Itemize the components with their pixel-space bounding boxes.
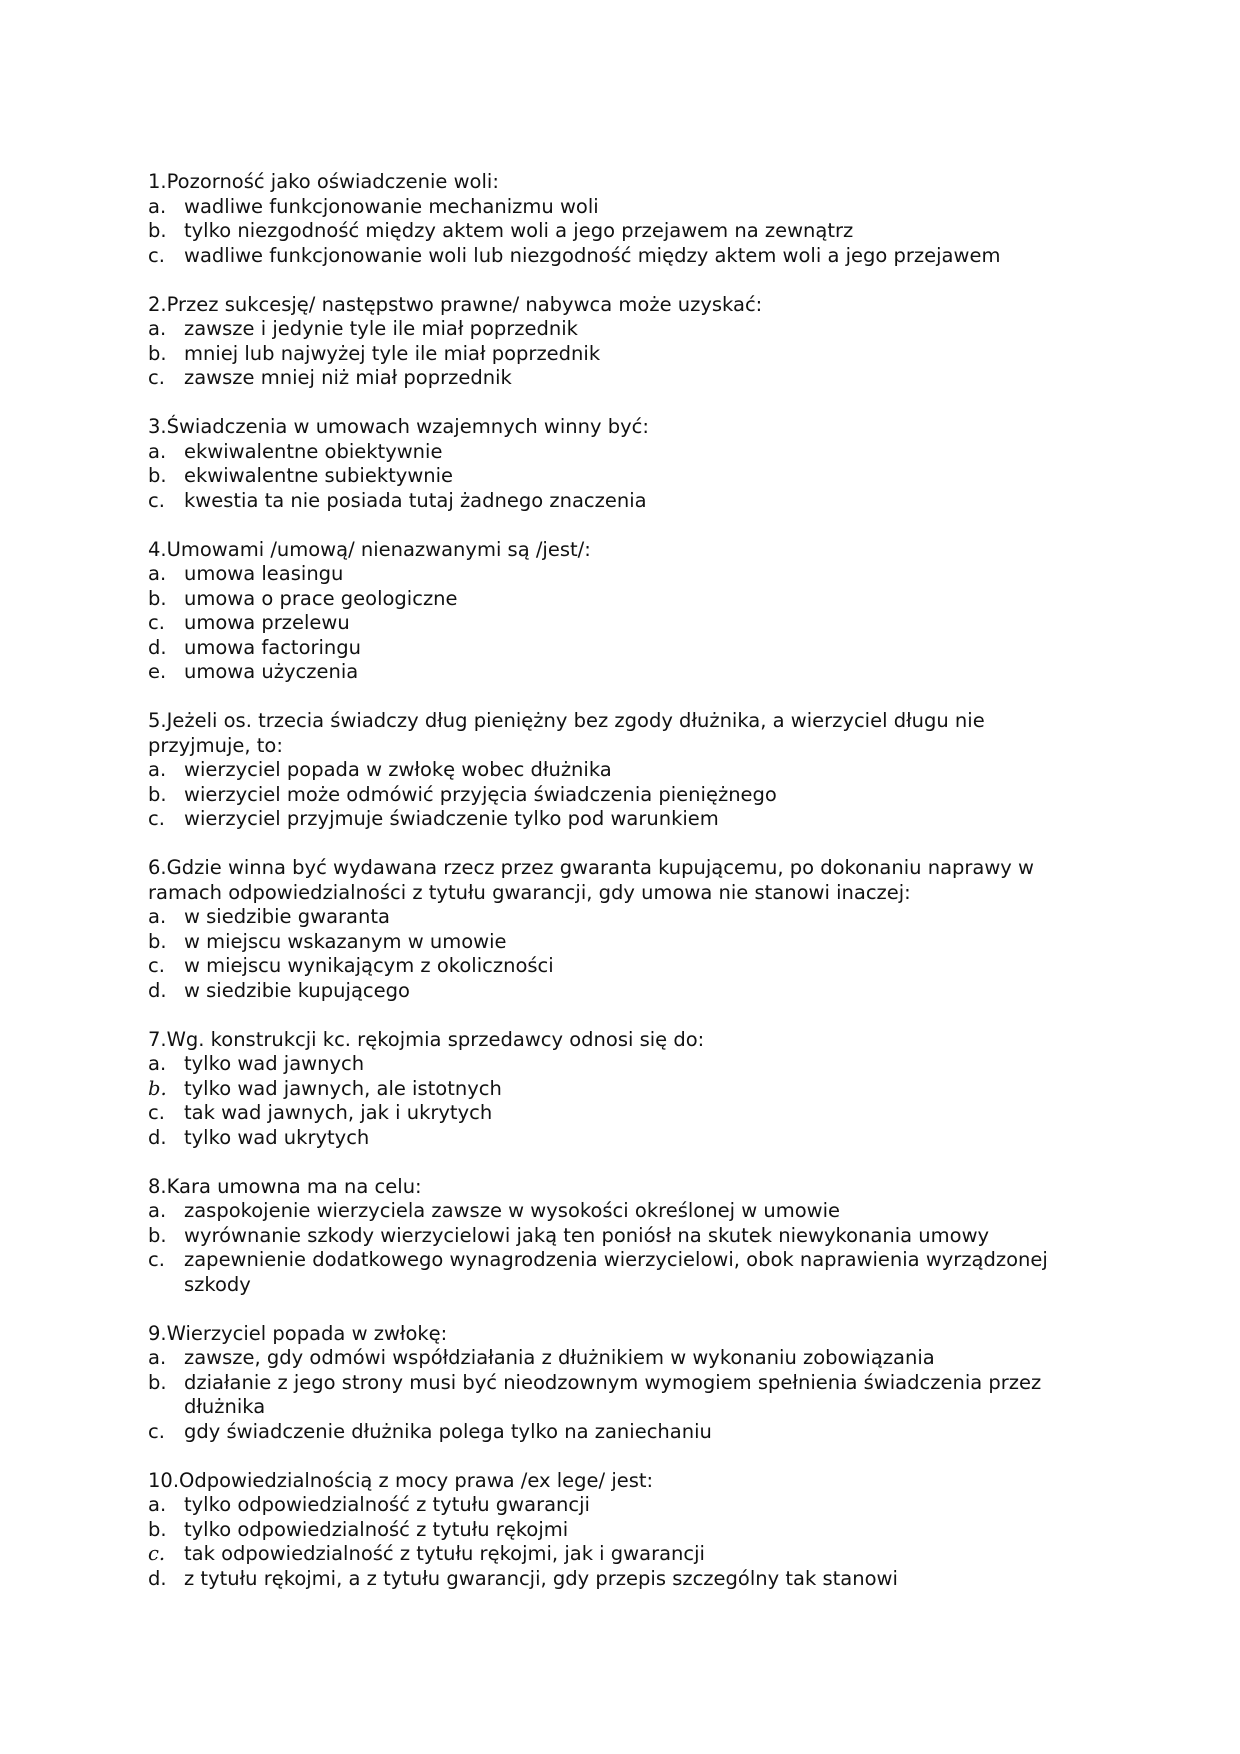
option-letter: a. — [148, 758, 167, 781]
option-letter: b. — [148, 219, 167, 242]
question-1 — [148, 170, 1088, 268]
answer-option — [148, 979, 1088, 1004]
question-title: 6.Gdzie winna być wydawana rzecz przez gwaranta kupującemu, po dokonaniu naprawy w ramach odpowiedzialności z tytułu gwarancji, gdy umowa nie stanowi inaczej: — [148, 856, 1034, 904]
option-letter: d. — [148, 635, 167, 659]
option-text: ekwiwalentne subiektywnie — [184, 464, 454, 487]
answer-option — [148, 1101, 1088, 1126]
question-title: 10.Odpowiedzialnością z mocy prawa /ex lege/ jest: — [148, 1468, 654, 1492]
answer-option — [148, 783, 1088, 808]
answer-option — [148, 464, 1088, 489]
option-letter: b. — [148, 341, 167, 365]
question-title: 1.Pozorność jako oświadczenie woli: — [148, 170, 499, 193]
option-text: tak wad jawnych, jak i ukrytych — [184, 1101, 493, 1124]
answer-option — [148, 1077, 1088, 1102]
option-letter: c. — [148, 1101, 165, 1124]
question-title: 2.Przez sukcesję/ następstwo prawne/ nabywca może uzyskać: — [148, 292, 763, 316]
option-letter: a. — [148, 1052, 167, 1075]
option-text: umowa factoringu — [184, 635, 362, 659]
question-8 — [148, 1175, 1088, 1298]
option-letter: b. — [148, 586, 167, 610]
option-text: tylko odpowiedzialność z tytułu rękojmi — [184, 1517, 569, 1541]
answer-option — [148, 342, 1088, 367]
answer-option — [148, 1224, 1088, 1249]
answer-option — [148, 954, 1088, 979]
question-title: 7.Wg. konstrukcji kc. rękojmia sprzedawcy odnosi się do: — [148, 1027, 705, 1051]
option-text: w siedzibie kupującego — [184, 978, 410, 1002]
answer-option — [148, 1420, 1088, 1445]
answer-option — [148, 905, 1088, 930]
answer-option — [148, 660, 1088, 685]
option-letter: b. — [148, 464, 167, 487]
answer-options — [148, 195, 1088, 269]
option-letter: c. — [148, 611, 165, 634]
option-letter: b. — [148, 1517, 167, 1541]
option-letter: a. — [148, 194, 167, 218]
answer-options — [148, 562, 1088, 685]
question-title: 3.Świadczenia w umowach wzajemnych winny być: — [148, 415, 649, 438]
option-letter: b. — [148, 1076, 167, 1100]
option-letter: c. — [148, 954, 165, 977]
option-letter: b. — [148, 782, 167, 806]
option-letter: a. — [148, 1493, 167, 1516]
answer-option — [148, 1199, 1088, 1224]
option-text: ekwiwalentne obiektywnie — [184, 439, 443, 463]
answer-option — [148, 1493, 1088, 1518]
answer-option — [148, 1542, 1088, 1567]
answer-option — [148, 1567, 1088, 1592]
question-title: 4.Umowami /umową/ nienazwanymi są /jest/: — [148, 537, 591, 561]
option-text: mniej lub najwyżej tyle ile miał poprzednik — [184, 341, 601, 365]
question-7 — [148, 1028, 1088, 1151]
answer-option — [148, 244, 1088, 269]
option-letter: c. — [148, 807, 165, 830]
option-text: wierzyciel popada w zwłokę wobec dłużnika — [184, 758, 612, 781]
option-letter: a. — [148, 439, 167, 463]
question-3 — [148, 415, 1088, 513]
option-text: tylko wad jawnych — [184, 1052, 365, 1075]
answer-options — [148, 905, 1088, 1003]
answer-options — [148, 1199, 1088, 1297]
answer-option — [148, 758, 1088, 783]
answer-option — [148, 489, 1088, 514]
answer-options — [148, 317, 1088, 391]
answer-option — [148, 219, 1088, 244]
option-text: gdy świadczenie dłużnika polega tylko na zaniechaniu — [184, 1419, 712, 1443]
answer-options — [148, 1052, 1088, 1150]
answer-option — [148, 1126, 1088, 1151]
option-text: zaspokojenie wierzyciela zawsze w wysokości określonej w umowie — [184, 1199, 840, 1222]
option-letter: a. — [148, 905, 167, 928]
answer-option — [148, 807, 1088, 832]
answer-option — [148, 1371, 1088, 1420]
question-4 — [148, 538, 1088, 685]
answer-option — [148, 562, 1088, 587]
question-10 — [148, 1469, 1088, 1592]
question-5 — [148, 709, 1088, 832]
option-letter: a. — [148, 1346, 167, 1369]
answer-option — [148, 1518, 1088, 1543]
option-letter: c. — [148, 1419, 165, 1443]
option-text: zawsze i jedynie tyle ile miał poprzednik — [184, 317, 578, 340]
answer-option — [148, 1052, 1088, 1077]
answer-option — [148, 930, 1088, 955]
option-letter: c. — [148, 366, 165, 389]
option-text: umowa przelewu — [184, 611, 350, 634]
answer-option — [148, 587, 1088, 612]
option-text: tylko niezgodność między aktem woli a jego przejawem na zewnątrz — [184, 219, 854, 242]
option-text: działanie z jego strony musi być nieodzownym wymogiem spełnienia świadczenia przez dłużnika — [184, 1370, 1042, 1418]
option-text: wierzyciel może odmówić przyjęcia świadczenia pieniężnego — [184, 782, 777, 806]
option-text: w miejscu wynikającym z okoliczności — [184, 954, 554, 977]
option-letter: c. — [148, 1542, 166, 1565]
option-text: w siedzibie gwaranta — [184, 905, 390, 928]
option-text: tylko wad ukrytych — [184, 1125, 370, 1149]
option-text: wadliwe funkcjonowanie mechanizmu woli — [184, 194, 599, 218]
question-2 — [148, 293, 1088, 391]
option-text: umowa leasingu — [184, 562, 344, 585]
option-text: w miejscu wskazanym w umowie — [184, 929, 507, 953]
answer-option — [148, 611, 1088, 636]
option-letter: e. — [148, 660, 167, 683]
option-text: wadliwe funkcjonowanie woli lub niezgodność między aktem woli a jego przejawem — [184, 243, 1001, 267]
option-text: zawsze, gdy odmówi współdziałania z dłużnikiem w wykonaniu zobowiązania — [184, 1346, 935, 1369]
question-title: 9.Wierzyciel popada w zwłokę: — [148, 1321, 448, 1345]
answer-options — [148, 440, 1088, 514]
option-letter: c. — [148, 243, 165, 267]
option-text: z tytułu rękojmi, a z tytułu gwarancji, gdy przepis szczególny tak stanowi — [184, 1566, 898, 1590]
option-text: umowa użyczenia — [184, 660, 359, 683]
answer-options — [148, 758, 1088, 832]
answer-option — [148, 440, 1088, 465]
answer-option — [148, 366, 1088, 391]
option-text: umowa o prace geologiczne — [184, 586, 458, 610]
option-letter: c. — [148, 1248, 165, 1271]
option-letter: b. — [148, 1370, 167, 1394]
answer-option — [148, 195, 1088, 220]
option-text: tylko wad jawnych, ale istotnych — [184, 1076, 502, 1100]
option-text: zapewnienie dodatkowego wynagrodzenia wierzycielowi, obok naprawienia wyrządzonej szkody — [184, 1248, 1048, 1296]
answer-options — [148, 1493, 1088, 1591]
option-letter: b. — [148, 929, 167, 953]
option-text: tylko odpowiedzialność z tytułu gwarancji — [184, 1493, 590, 1516]
answer-options — [148, 1346, 1088, 1444]
answer-option — [148, 1346, 1088, 1371]
question-9 — [148, 1322, 1088, 1445]
answer-option — [148, 636, 1088, 661]
answer-option — [148, 317, 1088, 342]
option-letter: d. — [148, 1566, 167, 1590]
option-text: tak odpowiedzialność z tytułu rękojmi, jak i gwarancji — [184, 1542, 705, 1565]
option-text: wyrównanie szkody wierzycielowi jaką ten poniósł na skutek niewykonania umowy — [184, 1223, 990, 1247]
option-letter: c. — [148, 488, 165, 512]
document-page — [148, 170, 1088, 1616]
question-title: 8.Kara umowna ma na celu: — [148, 1174, 422, 1198]
option-letter: a. — [148, 562, 167, 585]
question-title: 5.Jeżeli os. trzecia świadczy dług pieniężny bez zgody dłużnika, a wierzyciel długu nie przyjmuje, to: — [148, 709, 985, 757]
option-letter: b. — [148, 1223, 167, 1247]
question-6 — [148, 856, 1088, 1003]
option-letter: d. — [148, 978, 167, 1002]
option-letter: a. — [148, 317, 167, 340]
option-text: wierzyciel przyjmuje świadczenie tylko pod warunkiem — [184, 807, 719, 830]
option-letter: d. — [148, 1125, 167, 1149]
option-letter: a. — [148, 1199, 167, 1222]
answer-option — [148, 1248, 1088, 1297]
option-text: zawsze mniej niż miał poprzednik — [184, 366, 512, 389]
option-text: kwestia ta nie posiada tutaj żadnego znaczenia — [184, 488, 647, 512]
